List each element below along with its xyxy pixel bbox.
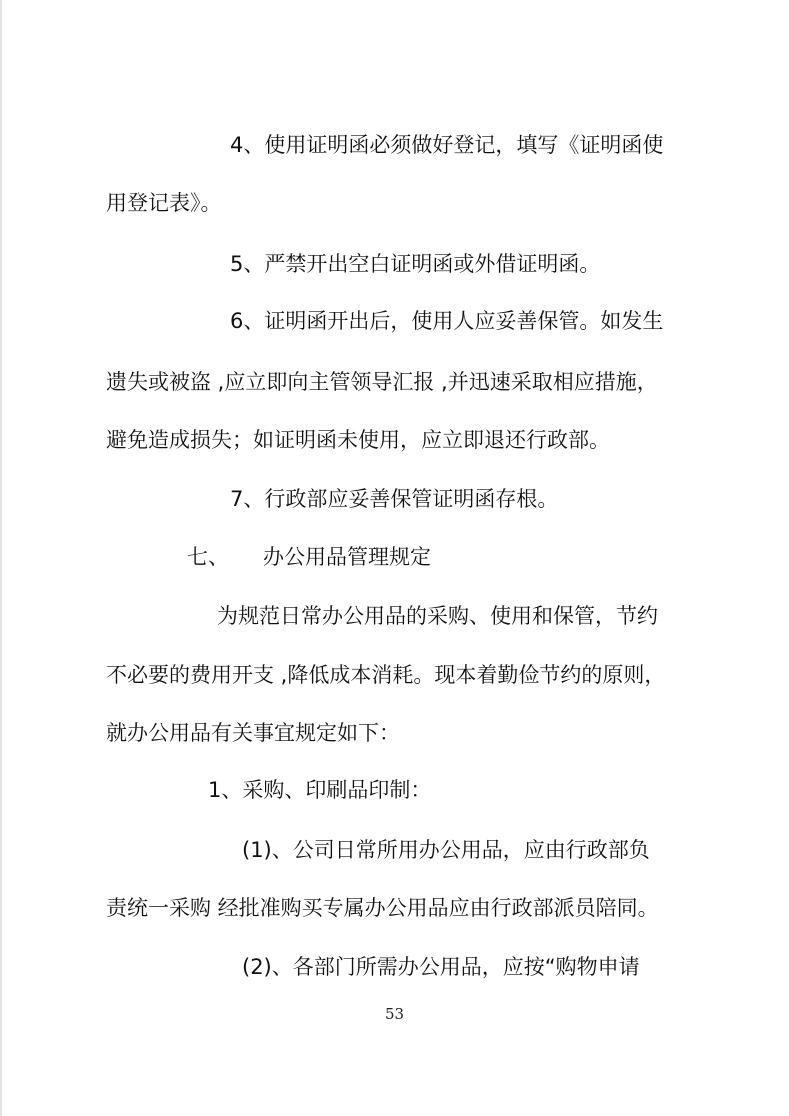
rule-4-line-1: 4、使用证明函必须做好登记，填写《证明函使 — [230, 133, 664, 157]
intro-line-1: 为规范日常办公用品的采购、使用和保管，节约 — [217, 604, 658, 628]
section-title: 办公用品管理规定 — [263, 545, 431, 569]
intro-line-2: 不必要的费用开支 ,降低成本消耗。现本着勤俭节约的原则， — [106, 663, 666, 687]
page-number: 53 — [384, 1005, 405, 1023]
page-left-edge — [0, 0, 2, 1116]
subheading-purchase: 1、采购、印刷品印制： — [208, 778, 432, 802]
rule-6-line-2: 遗失或被盗 ,应立即向主管领导汇报 ,并迅速采取相应措施， — [106, 370, 658, 394]
rule-5-line: 5、严禁开出空白证明函或外借证明函。 — [230, 252, 601, 276]
item-1-line-1: (1)、公司日常所用办公用品，应由行政部负 — [242, 838, 650, 862]
item-2-line-1: (2)、各部门所需办公用品，应按“购物申请 — [242, 955, 640, 979]
rule-6-line-1: 6、证明函开出后，使用人应妥善保管。如发生 — [230, 309, 664, 333]
intro-line-3: 就办公用品有关事宜规定如下： — [106, 721, 400, 745]
rule-4-line-2: 用登记表》。 — [106, 191, 222, 215]
section-number: 七、 — [187, 545, 229, 569]
item-1-line-2: 责统一采购 经批准购买专属办公用品应由行政部派员陪同。 — [106, 896, 659, 920]
rule-7-line: 7、行政部应妥善保管证明函存根。 — [230, 487, 559, 511]
rule-6-line-3: 避免造成损失；如证明函未使用，应立即退还行政部。 — [106, 428, 610, 452]
